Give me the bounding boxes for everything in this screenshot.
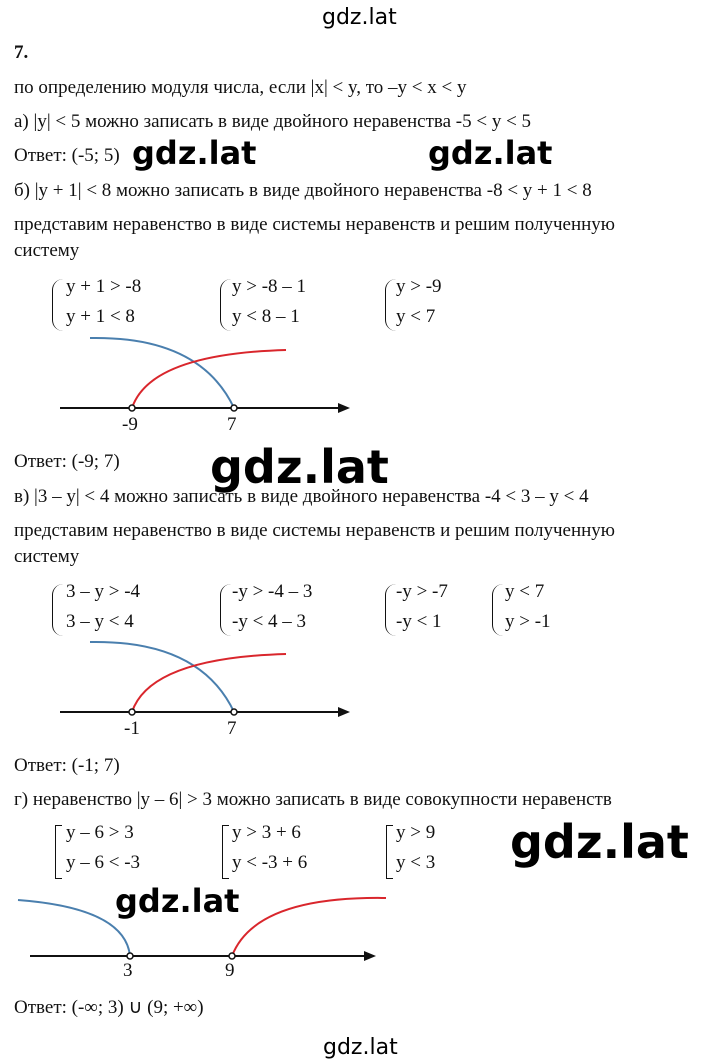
system-brace [220, 279, 231, 331]
number-line-d [0, 878, 400, 978]
inequality: y > -8 – 1 [232, 276, 307, 297]
tick-label: 9 [225, 960, 235, 981]
watermark: gdz.lat [510, 815, 689, 869]
watermark: gdz.lat [115, 882, 240, 920]
solution-curve-left [90, 642, 234, 712]
system-brace [385, 279, 396, 331]
system-c-1 [66, 577, 140, 637]
solution-curve-left [18, 900, 130, 956]
part-c-statement: в) |3 – y| < 4 можно записать в виде двойного неравенства -4 < 3 – y < 4 [14, 486, 589, 507]
part-c-explanation: систему [14, 546, 80, 567]
system-brace [385, 584, 396, 636]
watermark: gdz.lat [132, 134, 257, 172]
tick-label: 7 [227, 414, 237, 435]
inequality: -y < 4 – 3 [232, 611, 307, 632]
inequality: y < 3 [396, 852, 436, 873]
tick-label: 3 [123, 960, 133, 981]
axis-arrow [338, 403, 350, 413]
system-c-4 [505, 577, 551, 637]
intro-text: по определению модуля числа, если |x| < y, то –y < x < y [14, 77, 467, 98]
inequality: y < 7 [396, 306, 436, 327]
tick-label: -1 [124, 718, 140, 739]
part-c-answer: Ответ: (-1; 7) [14, 755, 120, 776]
inequality: y – 6 < -3 [66, 852, 141, 873]
watermark-bottom: gdz.lat [323, 1035, 398, 1060]
system-brace [52, 279, 63, 331]
open-point [127, 953, 133, 959]
open-point [229, 953, 235, 959]
set-d-1 [66, 818, 140, 878]
set-d-2 [232, 818, 307, 878]
system-b-3 [396, 272, 442, 332]
part-c-explanation: представим неравенство в виде системы неравенств и решим полученную [14, 520, 615, 541]
system-b-2 [232, 272, 306, 332]
part-a-statement: а) |y| < 5 можно записать в виде двойного неравенства -5 < y < 5 [14, 111, 532, 132]
system-brace [52, 584, 63, 636]
open-point [231, 709, 237, 715]
open-point [231, 405, 237, 411]
solution-curve-right [132, 350, 286, 408]
inequality: 3 – y > -4 [66, 581, 141, 602]
open-point [129, 405, 135, 411]
set-bracket [222, 825, 229, 879]
axis-arrow [364, 951, 376, 961]
tick-label: 7 [227, 718, 237, 739]
inequality: y < 7 [505, 581, 545, 602]
solution-curve-right [232, 898, 386, 956]
part-b-answer: Ответ: (-9; 7) [14, 451, 120, 472]
set-bracket [55, 825, 62, 879]
system-b-1 [66, 272, 141, 332]
part-d-statement: г) неравенство |y – 6| > 3 можно записать в виде совокупности неравенств [14, 789, 612, 810]
system-c-2 [232, 577, 312, 637]
part-d-answer: Ответ: (-∞; 3) ∪ (9; +∞) [14, 997, 204, 1018]
watermark: gdz.lat [428, 134, 553, 172]
inequality: y > -1 [505, 611, 551, 632]
inequality: -y < 1 [396, 611, 442, 632]
axis-arrow [338, 707, 350, 717]
inequality: y > -9 [396, 276, 442, 297]
part-b-explanation: систему [14, 240, 80, 261]
part-a-answer: Ответ: (-5; 5) [14, 145, 120, 166]
solution-curve-left [90, 338, 234, 408]
tick-label: -9 [122, 414, 138, 435]
inequality: y > 9 [396, 822, 436, 843]
open-point [129, 709, 135, 715]
set-d-3 [396, 818, 435, 878]
watermark: gdz.lat [210, 440, 389, 494]
inequality: -y > -7 [396, 581, 448, 602]
watermark-top: gdz.lat [322, 5, 397, 30]
inequality: y > 3 + 6 [232, 822, 301, 843]
system-brace [220, 584, 231, 636]
inequality: 3 – y < 4 [66, 611, 134, 632]
inequality: y + 1 > -8 [66, 276, 142, 297]
part-b-explanation: представим неравенство в виде системы неравенств и решим полученную [14, 214, 615, 235]
part-b-statement: б) |y + 1| < 8 можно записать в виде двойного неравенства -8 < y + 1 < 8 [14, 180, 592, 201]
system-brace [492, 584, 503, 636]
set-bracket [386, 825, 393, 879]
number-line-c [0, 634, 360, 734]
number-line-b [0, 330, 360, 440]
inequality: y – 6 > 3 [66, 822, 134, 843]
system-c-3 [396, 577, 448, 637]
solution-curve-right [132, 654, 286, 712]
inequality: -y > -4 – 3 [232, 581, 313, 602]
inequality: y < -3 + 6 [232, 852, 308, 873]
task-number: 7. [14, 42, 29, 63]
inequality: y + 1 < 8 [66, 306, 135, 327]
inequality: y < 8 – 1 [232, 306, 300, 327]
